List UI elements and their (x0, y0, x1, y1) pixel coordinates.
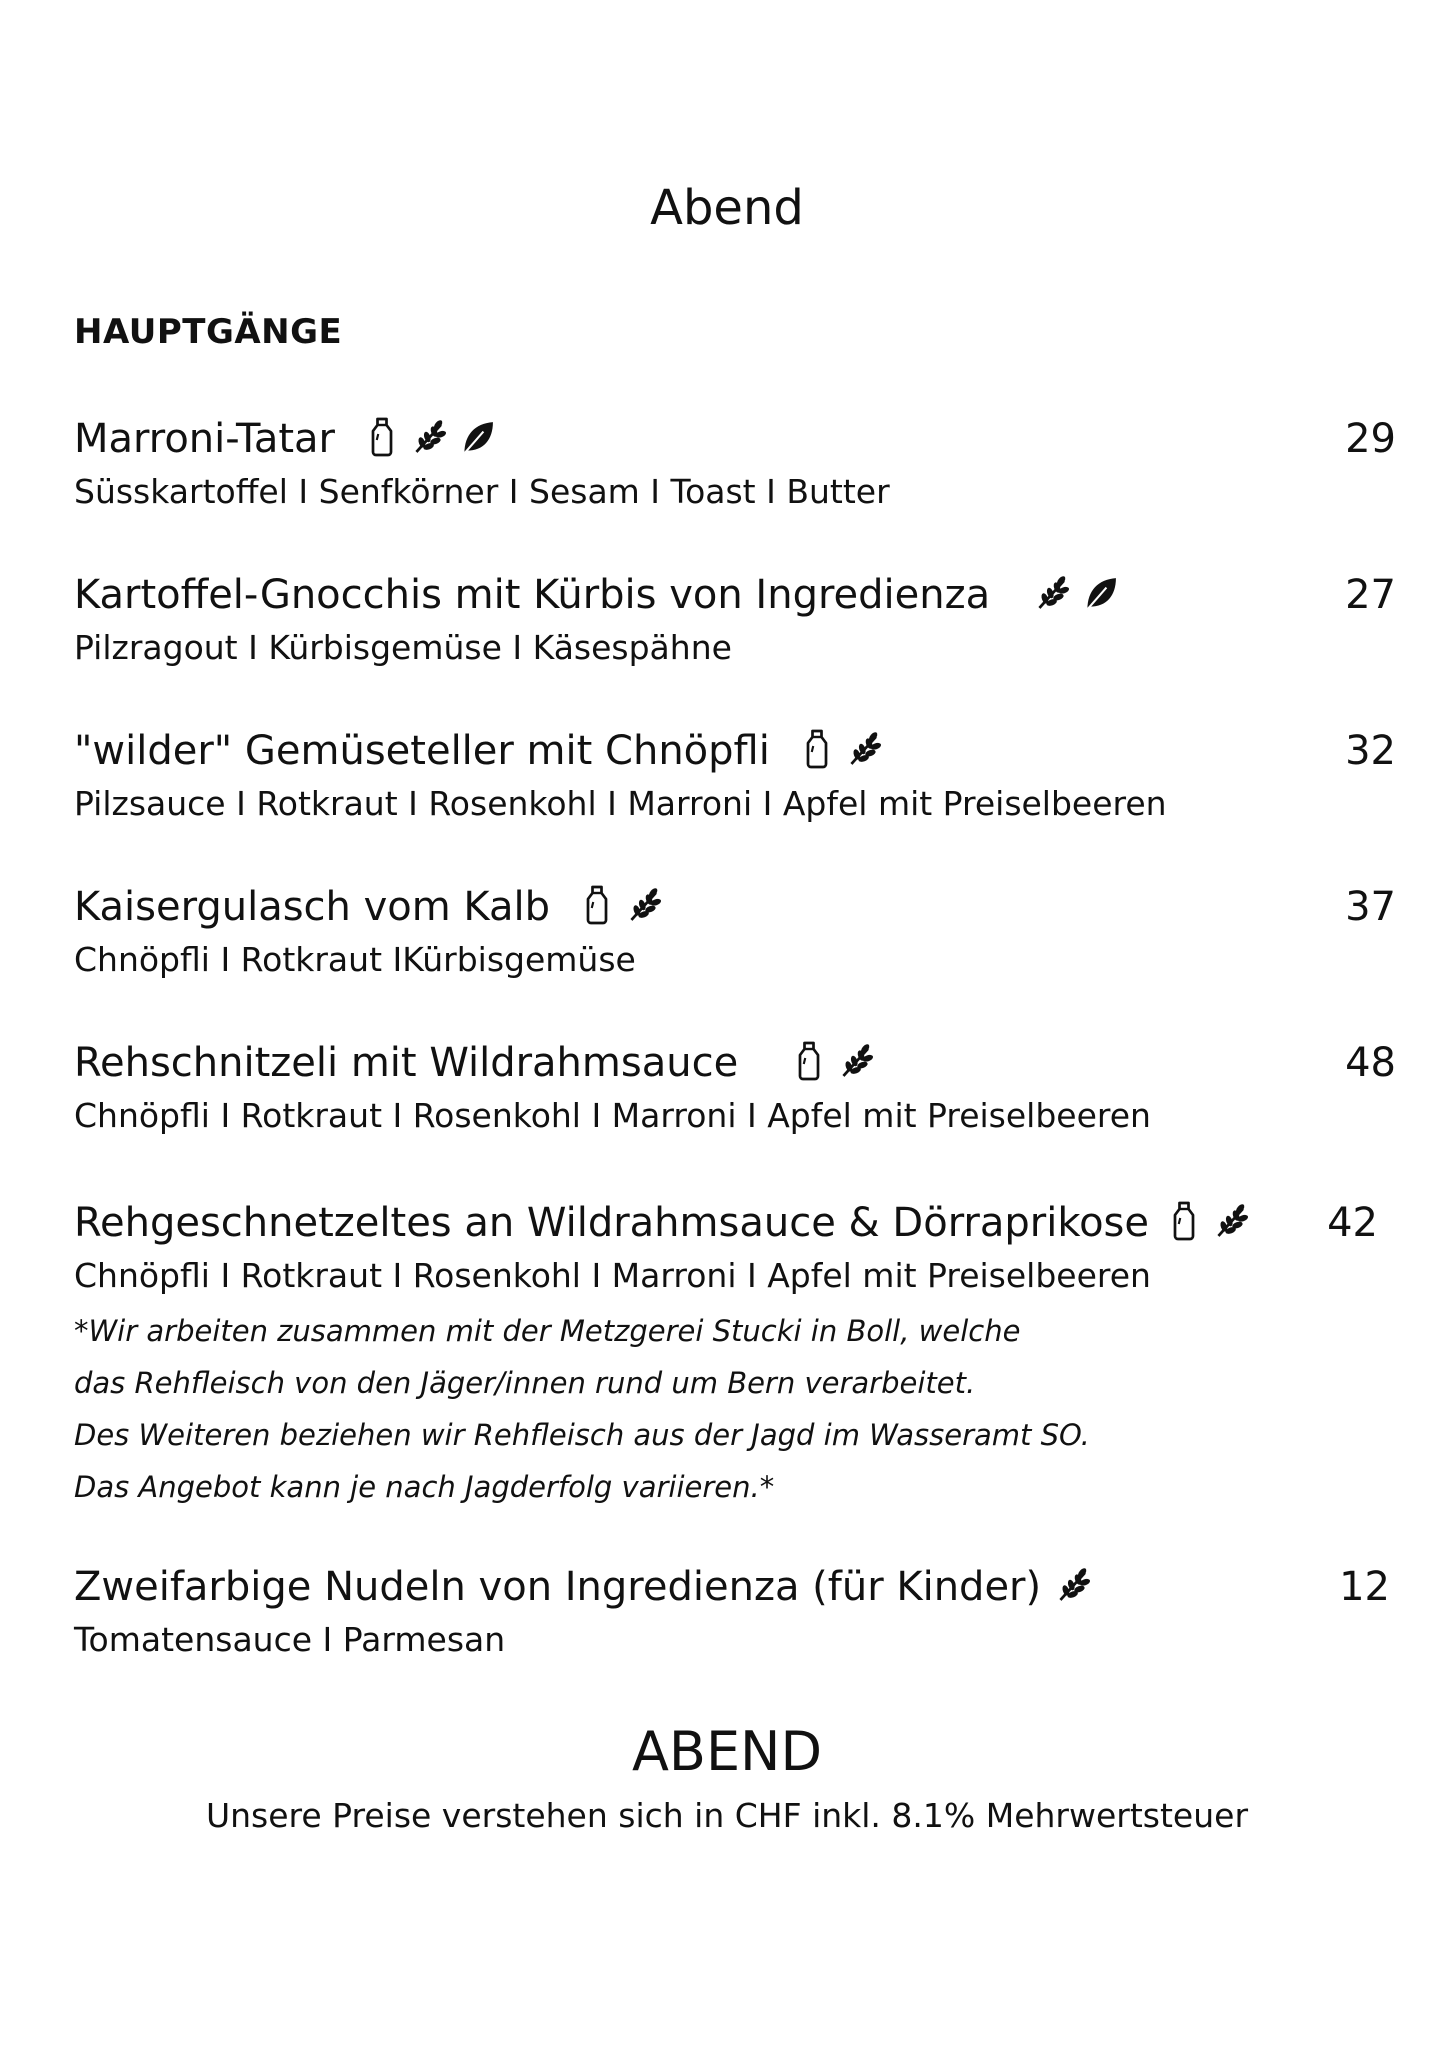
item-name: Rehgeschnetzeltes an Wildrahmsauce & Dörraprikose (74, 1200, 1149, 1246)
item-description: Chnöpfli I Rotkraut I Rosenkohl I Marroni I Apfel mit Preiselbeeren (74, 1096, 1151, 1135)
milk-bottle-icon (798, 728, 836, 770)
menu-item (74, 722, 1396, 823)
grain-icon (1034, 572, 1072, 614)
item-description: Tomatensauce I Parmesan (74, 1620, 506, 1659)
note-line: *Wir arbeiten zusammen mit der Metzgerei Stucki in Boll, welche (74, 1314, 1021, 1348)
menu-item (74, 410, 1396, 511)
grain-icon (846, 728, 884, 770)
item-icons (1034, 572, 1120, 614)
milk-bottle-icon (363, 416, 401, 458)
footer-title: ABEND (631, 1720, 823, 1783)
item-description: Chnöpfli I Rotkraut I Rosenkohl I Marroni I Apfel mit Preiselbeeren (74, 1256, 1151, 1295)
grain-icon (626, 884, 664, 926)
item-name: Rehschnitzeli mit Wildrahmsauce (74, 1040, 739, 1086)
item-price: 32 (1345, 728, 1396, 774)
leaf-icon (459, 416, 497, 458)
section-title: HAUPTGÄNGE (74, 312, 343, 352)
menu-item (74, 566, 1396, 667)
item-price: 48 (1345, 1040, 1396, 1086)
item-notes (74, 1305, 1396, 1513)
item-description: Chnöpfli I Rotkraut IKürbisgemüse (74, 940, 636, 979)
milk-bottle-icon (578, 884, 616, 926)
milk-bottle-icon (790, 1040, 828, 1082)
item-price: 12 (1339, 1564, 1390, 1610)
grain-icon (1213, 1200, 1251, 1242)
grain-icon (1055, 1564, 1093, 1606)
item-price: 42 (1327, 1200, 1378, 1246)
footer-note: Unsere Preise verstehen sich in CHF inkl. 8.1% Mehrwertsteuer (205, 1796, 1249, 1835)
grain-icon (838, 1040, 876, 1082)
menu-item (74, 878, 1396, 979)
item-description: Pilzsauce I Rotkraut I Rosenkohl I Marroni I Apfel mit Preiselbeeren (74, 784, 1167, 823)
page-title: Abend (650, 180, 804, 236)
item-icons (1165, 1200, 1251, 1242)
item-icons (798, 728, 884, 770)
item-name: Kartoffel-Gnocchis mit Kürbis von Ingredienza (74, 572, 991, 618)
item-icons (578, 884, 664, 926)
menu-item (74, 1194, 1396, 1513)
item-icons (790, 1040, 876, 1082)
item-icons (363, 416, 497, 458)
note-line: Des Weiteren beziehen wir Rehfleisch aus der Jagd im Wasseramt SO. (74, 1418, 1090, 1452)
item-description: Süsskartoffel I Senfkörner I Sesam I Toast I Butter (74, 472, 890, 511)
item-price: 37 (1345, 884, 1396, 930)
item-name: "wilder" Gemüseteller mit Chnöpfli (74, 728, 770, 774)
leaf-icon (1082, 572, 1120, 614)
item-price: 27 (1345, 572, 1396, 618)
item-name: Zweifarbige Nudeln von Ingredienza (für Kinder) (74, 1564, 1042, 1610)
grain-icon (411, 416, 449, 458)
item-name: Kaisergulasch vom Kalb (74, 884, 550, 930)
item-description: Pilzragout I Kürbisgemüse I Käsespähne (74, 628, 732, 667)
item-name: Marroni-Tatar (74, 416, 335, 462)
milk-bottle-icon (1165, 1200, 1203, 1242)
note-line: das Rehfleisch von den Jäger/innen rund um Bern verarbeitet. (74, 1366, 976, 1400)
menu-item (74, 1558, 1396, 1659)
item-icons (1055, 1564, 1093, 1606)
menu-item (74, 1034, 1396, 1135)
item-price: 29 (1345, 416, 1396, 462)
note-line: Das Angebot kann je nach Jagderfolg variieren.* (74, 1470, 775, 1504)
